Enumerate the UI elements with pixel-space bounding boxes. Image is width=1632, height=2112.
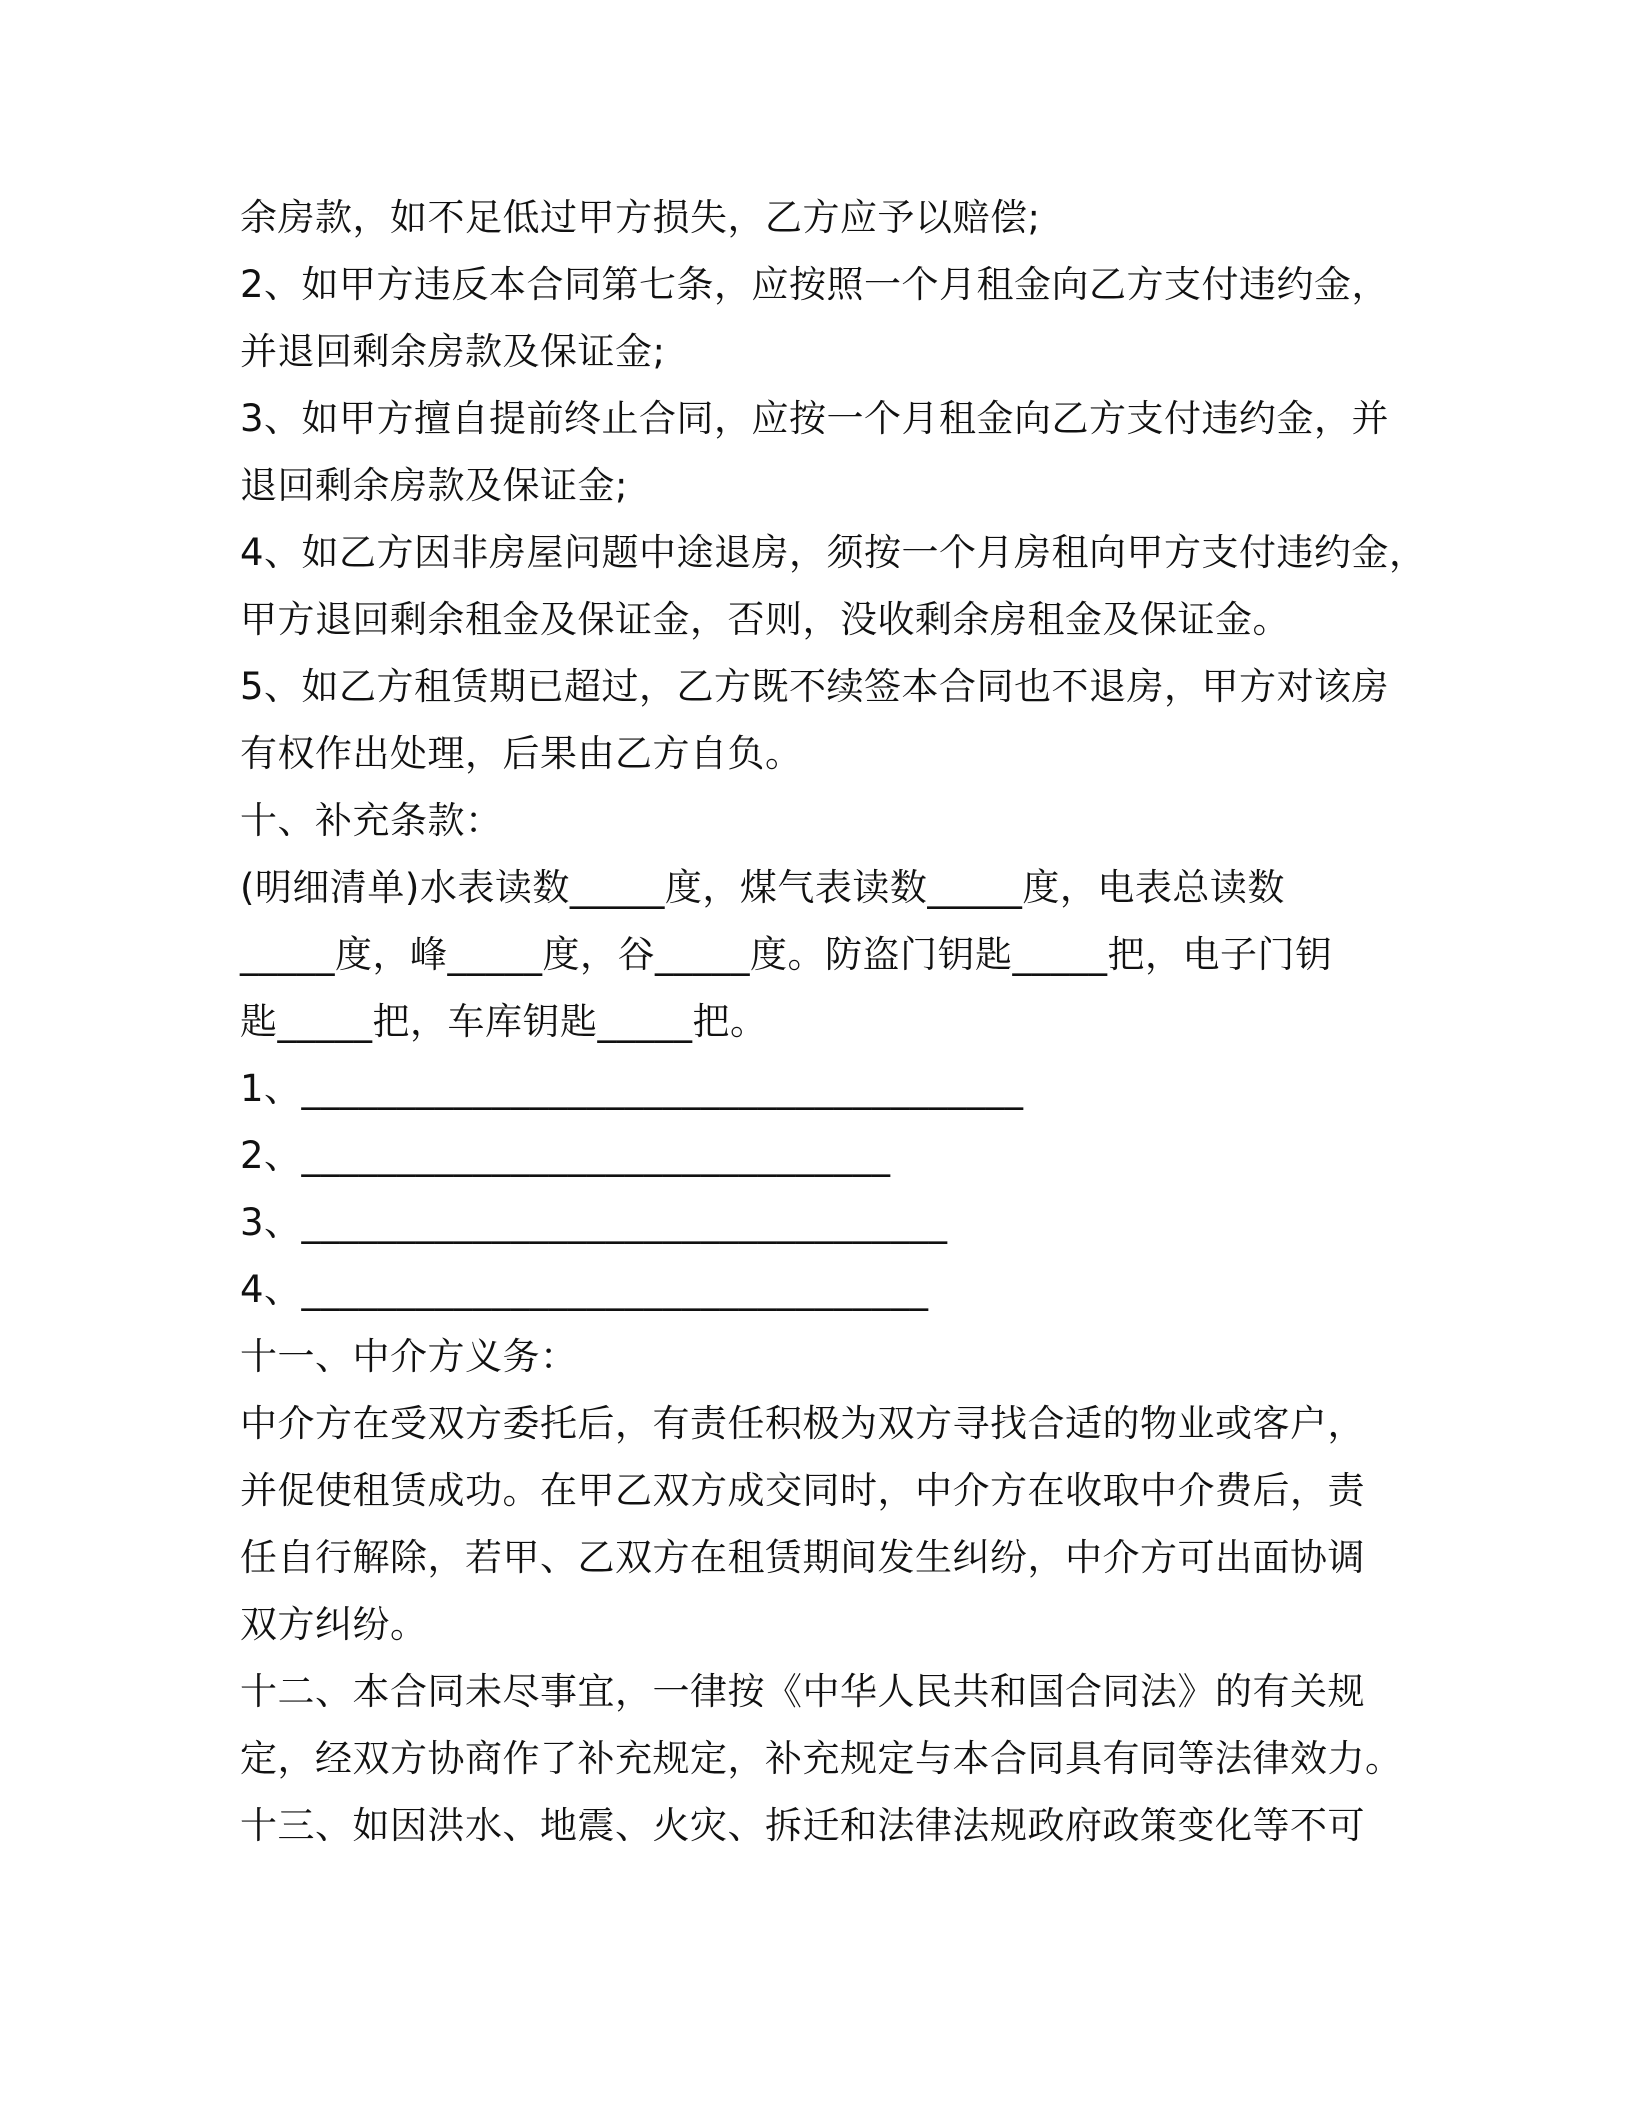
text-line: 任自行解除，若甲、乙双方在租赁期间发生纠纷，中介方可出面协调	[240, 1536, 1365, 1579]
text-line: 3、如甲方擅自提前终止合同，应按一个月租金向乙方支付违约金，并	[240, 397, 1390, 440]
text-line: 4、如乙方因非房屋问题中途退房，须按一个月房租向甲方支付违约金，	[240, 531, 1427, 574]
text-line: (明细清单)水表读数_____度，煤气表读数_____度，电表总读数	[240, 866, 1285, 909]
text-line: _____度，峰_____度，谷_____度。防盗门钥匙_____把，电子门钥	[240, 933, 1333, 976]
text-line: 十二、本合同未尽事宜，一律按《中华人民共和国合同法》的有关规	[240, 1670, 1365, 1713]
text-line: 有权作出处理，后果由乙方自负。	[240, 732, 803, 775]
text-line: 匙_____把，车库钥匙_____把。	[240, 1000, 768, 1043]
text-line: 5、如乙方租赁期已超过，乙方既不续签本合同也不退房，甲方对该房	[240, 665, 1390, 708]
text-line: 并退回剩余房款及保证金;	[240, 330, 666, 373]
section-heading: 十、补充条款：	[240, 799, 503, 842]
text-line: 退回剩余房款及保证金;	[240, 464, 628, 507]
section-heading: 十一、中介方义务：	[240, 1335, 578, 1378]
text-line: 双方纠纷。	[240, 1603, 428, 1646]
text-line: 定，经双方协商作了补充规定，补充规定与本合同具有同等法律效力。	[240, 1737, 1403, 1780]
text-line: 甲方退回剩余租金及保证金，否则，没收剩余房租金及保证金。	[240, 598, 1290, 641]
text-line: 并促使租赁成功。在甲乙双方成交同时，中介方在收取中介费后，责	[240, 1469, 1365, 1512]
text-line: 十三、如因洪水、地震、火灾、拆迁和法律法规政府政策变化等不可	[240, 1804, 1365, 1847]
text-line: 中介方在受双方委托后，有责任积极为双方寻找合适的物业或客户，	[240, 1402, 1365, 1445]
blank-item: 2、_______________________________	[240, 1134, 891, 1177]
text-line: 2、如甲方违反本合同第七条，应按照一个月租金向乙方支付违约金，	[240, 263, 1390, 306]
blank-item: 4、_________________________________	[240, 1268, 929, 1311]
blank-item: 1、______________________________________	[240, 1067, 1024, 1110]
blank-item: 3、__________________________________	[240, 1201, 948, 1244]
text-line: 余房款，如不足低过甲方损失，乙方应予以赔偿;	[240, 196, 1041, 239]
